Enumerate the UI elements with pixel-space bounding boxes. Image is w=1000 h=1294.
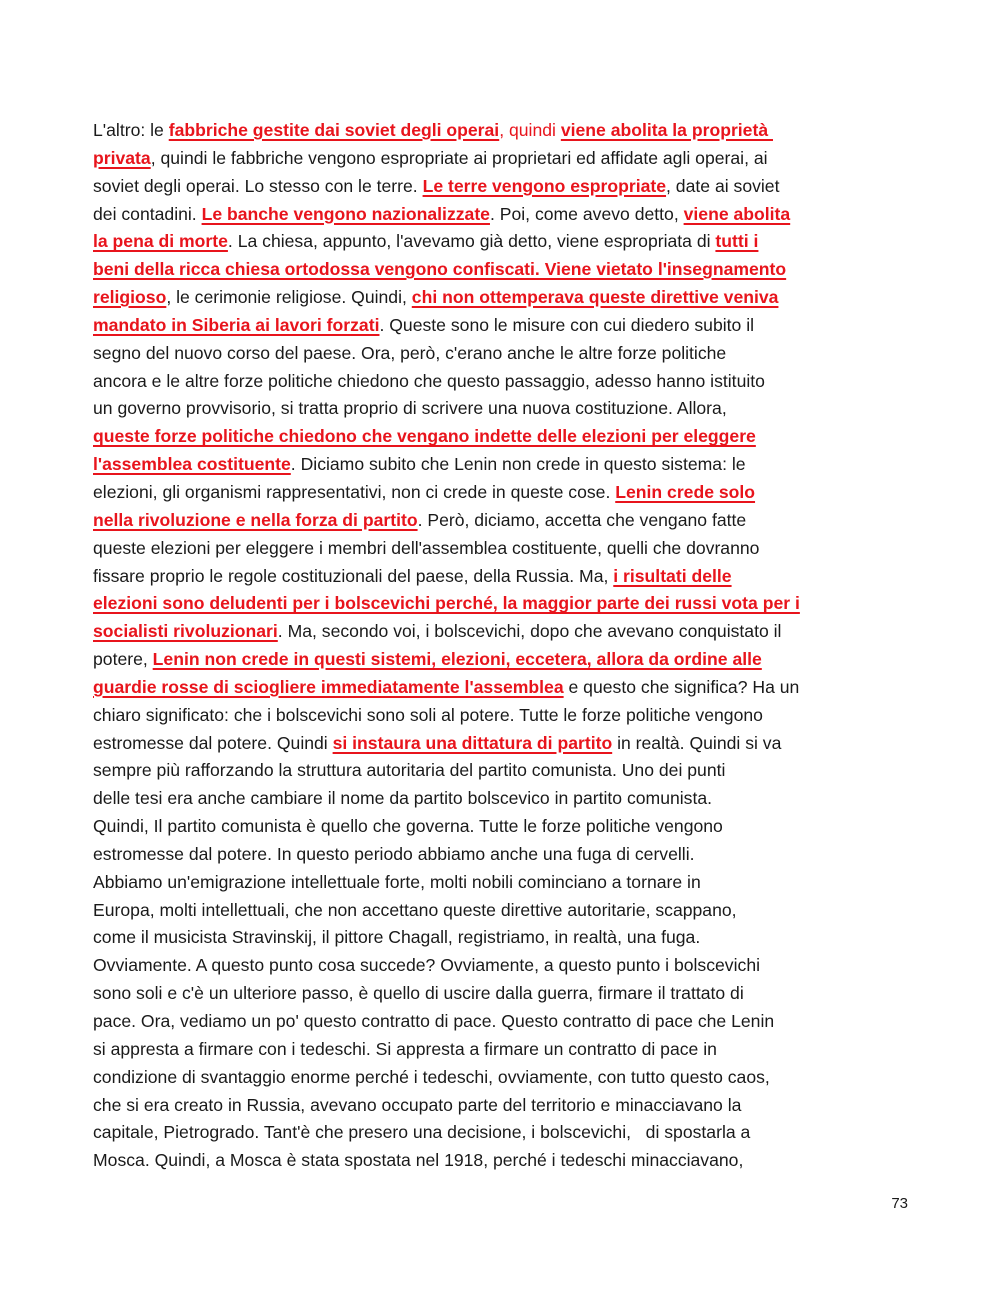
text-line [93,1036,915,1064]
page-number: 73 [891,1195,908,1212]
plain-text: un governo provvisorio, si tratta proprio di scrivere una nuova costituzione. Allora, [93,398,727,419]
text-line [93,535,915,563]
text-line [93,674,915,702]
text-line [93,1147,915,1175]
plain-text: pace. Ora, vediamo un po' questo contratto di pace. Questo contratto di pace che Lenin [93,1011,775,1031]
plain-text: . Però, diciamo, accetta che vengano fatte [417,509,747,530]
text-line [93,841,915,869]
plain-text: si appresta a firmare con i tedeschi. Si appresta a firmare un contratto di pace in [93,1038,717,1059]
plain-text: fissare proprio le regole costituzionali del paese, della Russia. Ma, [93,565,614,586]
plain-text: , le cerimonie religiose. Quindi, [166,287,412,308]
plain-text: segno del nuovo corso del paese. Ora, però, c'erano anche le altre forze politiche [93,342,727,363]
plain-text: in realtà. Quindi si va [612,732,782,753]
text-line [93,340,915,368]
highlighted-text: tutti i [715,231,759,252]
text-line [93,256,915,284]
text-line [93,897,915,925]
highlighted-text: Le terre vengono espropriate [422,175,667,196]
highlighted-text: elezioni sono deludenti per i bolscevichi perché, la maggior parte dei russi vota per i [93,593,800,614]
plain-text: chiaro significato: che i bolscevichi sono soli al potere. Tutte le forze politiche vengono [93,704,763,725]
plain-text: potere, [93,649,153,670]
text-line [93,201,915,229]
text-line [93,924,915,952]
text-line [93,869,915,897]
plain-text: . Diciamo subito che Lenin non crede in questo sistema: le [290,454,746,475]
text-line [93,785,915,813]
highlighted-text: fabbriche gestite dai soviet degli operai [168,120,500,140]
text-line [93,980,915,1008]
text-line [93,284,915,312]
plain-text: Ovviamente. A questo punto cosa succede? Ovviamente, a questo punto i bolscevichi [93,955,761,976]
highlighted-text: Le banche vengono nazionalizzate [201,203,490,224]
plain-text: capitale, Pietrogrado. Tant'è che presero una decisione, i bolscevichi, di spostarla a [93,1122,751,1143]
text-line [93,479,915,507]
text-line [93,1008,915,1036]
highlighted-text: privata [93,147,151,168]
highlighted-text: queste forze politiche chiedono che vengano indette delle elezioni per eleggere [93,426,756,447]
text-line [93,618,915,646]
plain-text: Mosca. Quindi, a Mosca è stata spostata nel 1918, perché i tedeschi minacciavano, [93,1150,744,1171]
text-line [93,563,915,591]
plain-text: queste elezioni per eleggere i membri dell'assemblea costituente, quelli che dovranno [93,537,760,558]
plain-text: dei contadini. [93,203,202,224]
body-text [93,117,915,1175]
plain-text: sempre più rafforzando la struttura autoritaria del partito comunista. Uno dei punti [93,760,726,781]
plain-text: e questo che significa? Ha un [563,676,800,697]
plain-text: ancora e le altre forze politiche chiedono che questo passaggio, adesso hanno istituito [93,370,765,391]
text-line [93,1119,915,1147]
text-line [93,757,915,785]
text-line [93,423,915,451]
text-line [93,451,915,479]
plain-text: . Poi, come avevo detto, [489,203,684,224]
highlighted-text: Lenin crede solo [615,481,756,502]
text-line [93,702,915,730]
highlighted-text: chi non ottemperava queste direttive veniva [411,287,779,308]
text-line [93,507,915,535]
plain-text: , date ai soviet [666,175,780,196]
text-line [93,590,915,618]
highlighted-text: socialisti rivoluzionari [93,621,278,642]
highlighted-text: si instaura una dittatura di partito [332,732,613,753]
plain-text: estromesse dal potere. Quindi [93,732,333,753]
text-line [93,117,915,145]
plain-text: sono soli e c'è un ulteriore passo, è quello di uscire dalla guerra, firmare il trattato di [93,983,744,1004]
highlighted-text: la pena di morte [93,231,228,252]
text-line [93,368,915,396]
plain-text: . Ma, secondo voi, i bolscevichi, dopo che avevano conquistato il [277,621,782,642]
plain-text: elezioni, gli organismi rappresentativi, non ci crede in queste cose. [93,481,616,502]
highlighted-text: i risultati delle [613,565,732,586]
text-line [93,952,915,980]
plain-text: come il musicista Stravinskij, il pittore Chagall, registriamo, in realtà, una fuga. [93,927,701,948]
text-line [93,228,915,256]
plain-text: . Queste sono le misure con cui diedero subito il [379,314,755,335]
plain-text: Europa, molti intellettuali, che non accettano queste direttive autoritarie, scappano, [93,899,737,920]
plain-text: delle tesi era anche cambiare il nome da partito bolscevico in partito comunista. [93,788,713,809]
text-line [93,395,915,423]
text-line [93,730,915,758]
highlighted-text: guardie rosse di sciogliere immediatamente l'assemblea [93,676,564,697]
text-line [93,1064,915,1092]
highlighted-text: mandato in Siberia ai lavori forzati [93,314,380,335]
plain-text: condizione di svantaggio enorme perché i tedeschi, ovviamente, con tutto questo caos, [93,1066,770,1087]
text-line [93,1092,915,1120]
highlighted-text: viene abolita la proprietà [560,120,773,140]
text-line [93,646,915,674]
plain-text: L'altro: le [93,120,169,140]
text-line [93,312,915,340]
text-line [93,173,915,201]
plain-text: Quindi, Il partito comunista è quello che governa. Tutte le forze politiche vengono [93,816,723,837]
highlighted-text: l'assemblea costituente [93,454,291,475]
plain-text: estromesse dal potere. In questo periodo abbiamo anche una fuga di cervelli. [93,843,695,864]
plain-text: Abbiamo un'emigrazione intellettuale forte, molti nobili cominciano a tornare in [93,871,701,892]
text-line [93,145,915,173]
highlighted-text: nella rivoluzione e nella forza di partito [93,509,418,530]
highlighted-text: beni della ricca chiesa ortodossa vengono confiscati. Viene vietato l'insegnamento [93,259,787,280]
red-text: , quindi [499,120,561,140]
plain-text: . La chiesa, appunto, l'avevamo già detto, viene espropriata di [227,231,716,252]
highlighted-text: Lenin non crede in questi sistemi, elezioni, eccetera, allora da ordine alle [152,649,762,670]
plain-text: soviet degli operai. Lo stesso con le terre. [93,175,423,196]
text-line [93,813,915,841]
plain-text: che si era creato in Russia, avevano occupato parte del territorio e minacciavano la [93,1094,742,1115]
highlighted-text: religioso [93,287,167,308]
highlighted-text: viene abolita [683,203,791,224]
plain-text: , quindi le fabbriche vengono espropriate ai proprietari ed affidate agli operai, ai [150,147,768,168]
